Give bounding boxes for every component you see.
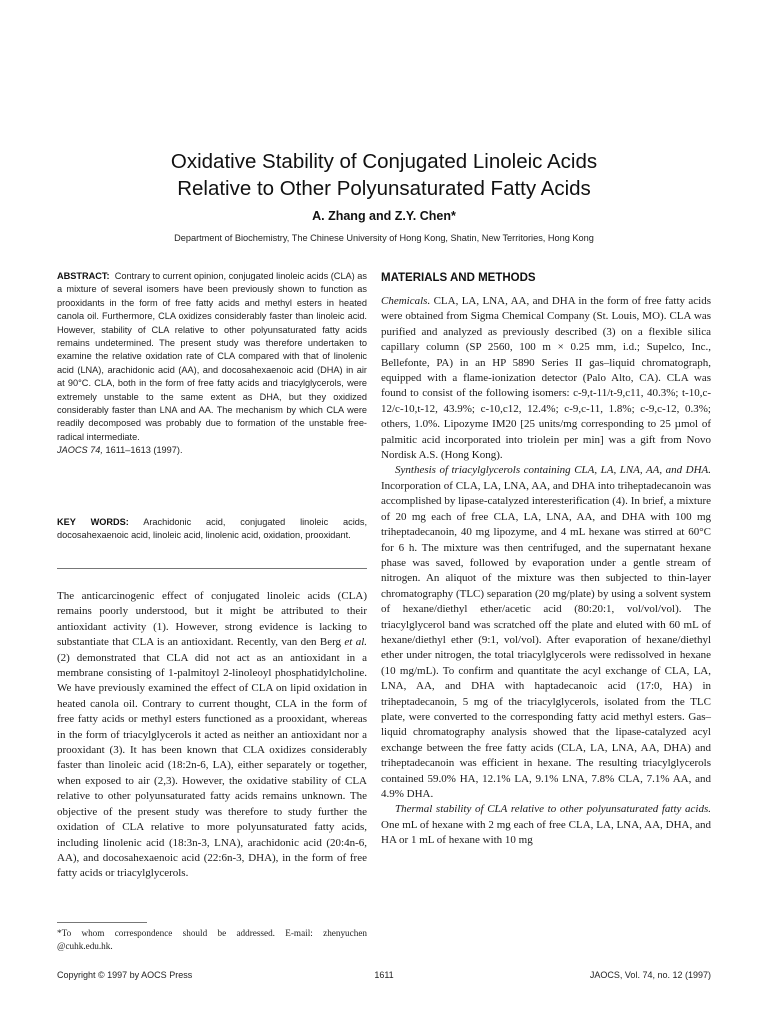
introduction — [57, 589, 367, 882]
footer-journal: JAOCS, Vol. 74, no. 12 (1997) — [589, 970, 711, 980]
footnote-rule — [57, 922, 147, 923]
intro-etal: et al. — [344, 636, 368, 649]
methods-paragraph-chemicals — [381, 294, 711, 463]
footnote: *To whom correspondence should be addressed. E-mail: zhenyuchen @cuhk.edu.hk. — [57, 928, 367, 951]
keywords-text: Arachidonic acid, conjugated linoleic acids, docosahexaenoic acid, linoleic acid, linolenic acid, oxidation, prooxidant. — [57, 517, 367, 541]
abstract-label: ABSTRACT: — [57, 271, 110, 281]
affiliation: Department of Biochemistry, The Chinese University of Hong Kong, Shatin, New Territories, Hong Kong — [174, 233, 594, 243]
abstract-citation-journal: JAOCS 74, — [57, 445, 103, 456]
thermal-label: Thermal stability of CLA relative to other polyunsaturated fatty acids. — [395, 803, 711, 816]
methods-paragraph-synthesis — [381, 463, 711, 802]
paper-title — [40, 148, 728, 202]
synthesis-text: Incorporation of CLA, LA, LNA, AA, and DHA into triheptadecanoin was accomplished by lipase-catalyzed interesterification (4). In brief, a mixture of 20 mg each of free CLA, LA, LNA, AA, and DHA with 100 mg triheptadecanoin, 40 mg lipozyme, and 4 mL hexane was stirred at 60°C for 6 h. The mixture was then centrifuged, and the supernatant hexane phase was saved, followed by evaporation under a gentle stream of nitrogen. An aliquot of the mixture was then subjected to thin-layer chromatography (TLC) separation (20 mg/plate) by using a solvent system of hexane/diethyl ether/acetic acid (80:20:1, vol/vol/vol). The triacylglycerol band was scratched off the plate and eluted with 60 mL of hexane/diethyl ether (9:1, vol/vol). After evaporation of hexane/diethyl ether under nitrogen, the total triacylglycerols were redissolved in hexane (10 mg/mL). To confirm and quantitate the acyl exchange of CLA, LA, LNA, AA, and DHA with haptadecanoic acid (17:0, HA) in triheptadecanoin, 5 mg of the triacylglycerols, isolated from the TLC plate, were converted to the corresponding fatty acid methyl esters. Gas–liquid chromatography analysis showed that the lipase-catalyzed acyl exchange between the free fatty acids (CLA, LA, LNA, AA, DHA) and triheptadecanoin was efficient in hexane. The resulting triacylglycerols contained 59.0% HA, 12.1% LA, 9.1% LNA, 7.8% CLA, 7.1% AA, and 4.9% DHA. — [381, 479, 711, 800]
footer-copyright: Copyright © 1997 by AOCS Press — [57, 970, 193, 980]
section-divider — [57, 568, 367, 569]
title-line-2: Relative to Other Polyunsaturated Fatty Acids — [177, 177, 591, 200]
methods-paragraph-thermal — [381, 802, 711, 848]
thermal-text: One mL of hexane with 2 mg each of free CLA, LA, LNA, AA, DHA, and HA or 1 mL of hexane with 10 mg — [381, 818, 711, 847]
synthesis-label: Synthesis of triacylglycerols containing CLA, LA, LNA, AA, and DHA. — [395, 464, 711, 477]
chemicals-label: Chemicals. — [381, 295, 431, 307]
title-line-1: Oxidative Stability of Conjugated Linoleic Acids — [170, 150, 598, 173]
authors: A. Zhang and Z.Y. Chen* — [312, 209, 456, 223]
keywords — [57, 516, 367, 543]
page-number: 1611 — [374, 970, 394, 980]
methods-body — [381, 294, 711, 849]
keywords-label: KEY WORDS: — [57, 517, 129, 527]
intro-text-part2: (2) demonstrated that CLA did not act as an antioxidant in a membrane consisting of 1-palmitoyl 2-linoleoyl phosphatidylcholine. We have previously examined the effect of CLA on lipid oxidation in heated canola oil. Contrary to current thought, CLA in the form of free fatty acids or methyl esters functioned as a prooxidant, whereas in the form of triacylglycerols it acted as neither an antioxidant nor a prooxidant (3). It has been known that CLA oxidizes considerably faster than linoleic acid (18:2n-6, LA), either separately or together, when exposed to air (2,3). However, the oxidative stability of CLA relative to other polyunsaturated fatty acids remains unknown. The objective of the present study was therefore to study further the oxidation of CLA relative to more polyunsaturated fatty acids, including linolenic acid (18:3n-3, LNA), arachidonic acid (20:4n-6, AA), and docosahexaenoic acid (22:6n-3, DHA), in the form of free fatty acids or triacylglycerols. — [57, 651, 367, 880]
chemicals-text: CLA, LA, LNA, AA, and DHA in the form of free fatty acids were obtained from Sigma Chemical Company (St. Louis, MO). CLA was purified and analyzed as previously described (3) on a flexible silica capillary column (SP 2560, 100 m × 0.25 mm, i.d.; Supelco, Inc., Bellefonte, PA) in an HP 5890 Series II gas–liquid chromatograph, equipped with a flame-ionization detector (Palo Alto, CA). CLA was found to consist of the following isomers: c-9,t-11/t-9,c11, 40.3%; t-10,c-12/c-10,t-12, 43.9%; c-10,c12, 12.4%; c-9,c-11, 1.8%; c-9,c-12, 0.3%; others, 1.0%. Lipozyme IM20 [25 units/mg corresponding to 25 µmol of palmitic acid incorporated into triolein per min] was a gift from Novo Nordisk A.S. (Hong Kong). — [381, 295, 711, 462]
abstract — [57, 270, 367, 458]
abstract-citation-pages: 1611–1613 (1997). — [105, 445, 183, 456]
abstract-text: Contrary to current opinion, conjugated linoleic acids (CLA) as a mixture of several isomers have been previously shown to function as prooxidants in the form of free fatty acids and methyl esters in heated canola oil. Furthermore, CLA oxidizes considerably faster than linoleic acid. However, stability of CLA relative to other polyunsaturated fatty acids remains undetermined. The present study was therefore undertaken to examine the relative oxidation rate of CLA compared with that of linolenic acid (LNA), arachidonic acid (AA), and docosahexaenoic acid (DHA) in air at 90°C. CLA, both in the form of free fatty acids and triacylglycerols, were extremely unstable to the same extent as DHA, but they oxidized considerably faster than LNA and AA. The mechanism by which CLA were readily decomposed was probably due to formation of the unstable free-radical intermediate. — [57, 271, 368, 442]
section-heading-methods: MATERIALS AND METHODS — [381, 272, 536, 284]
intro-text-part1: The anticarcinogenic effect of conjugated linoleic acids (CLA) remains poorly understood, but it might be attributed to their antioxidant activity (1). However, strong evidence is lacking to substantiate that CLA is an antioxidant. Recently, van den Berg — [57, 590, 367, 649]
